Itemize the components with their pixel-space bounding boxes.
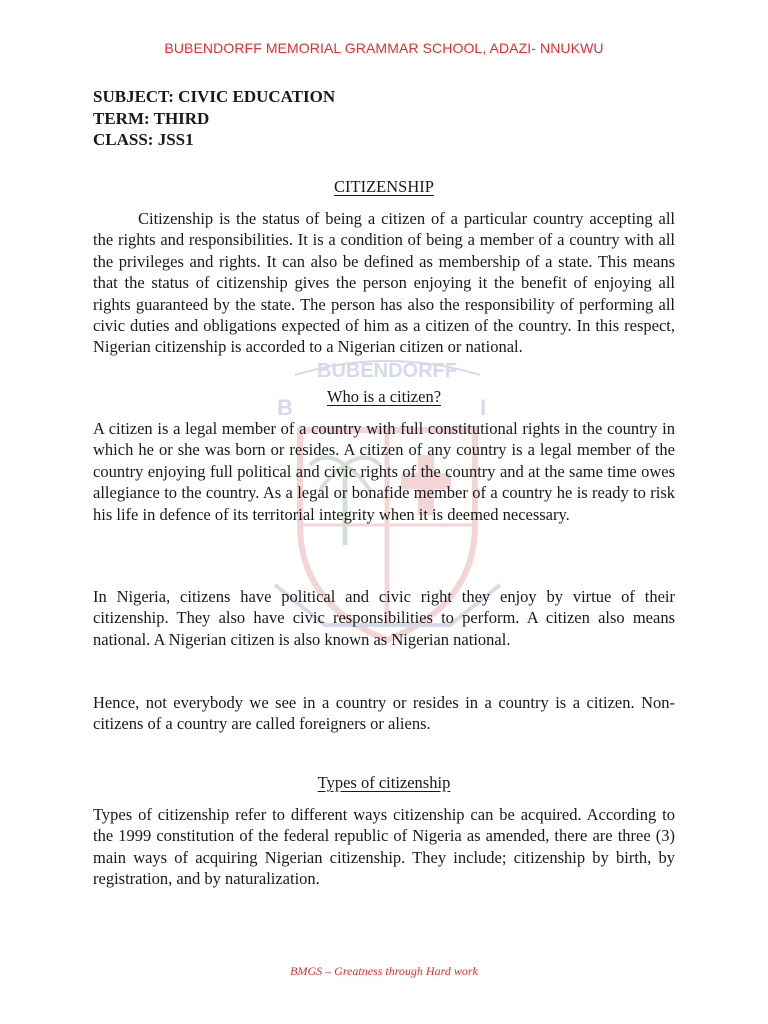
types-of-citizenship-heading: Types of citizenship — [317, 773, 451, 792]
school-motto-footer: BMGS – Greatness through Hard work — [290, 964, 478, 978]
class-line: CLASS: JSS1 — [93, 130, 194, 149]
types-of-citizenship-paragraph: Types of citizenship refer to different ways citizenship can be acquired. According to the 1999 constitution of the federal republic of Nigeria as amended, there are three (3) main ways of acquiring Nigerian citizenship. They include; citizenship by birth, by registration, and by naturalization. — [93, 805, 675, 889]
who-is-citizen-paragraph: A citizen is a legal member of a country with full constitutional rights in the country in which he or she was born or resides. A citizen of any country is a legal member of the country enjoying full political and civic rights of the country and at the same time owes allegiance to the country. As a legal or bonafide member of a country he is ready to risk his life in defence of its territorial integrity when it is deemed necessary. — [93, 419, 675, 524]
non-citizens-paragraph: Hence, not everybody we see in a country or resides in a country is a citizen. Non-citizens of a country are called foreigners or aliens. — [93, 693, 675, 734]
who-is-citizen-heading: Who is a citizen? — [326, 387, 442, 406]
subject-line: SUBJECT: CIVIC EDUCATION — [93, 87, 336, 106]
watermark-letter-right: I — [479, 395, 487, 420]
term-line: TERM: THIRD — [93, 108, 210, 128]
watermark-letter-left: B — [277, 395, 293, 420]
school-name-header: BUBENDORFF MEMORIAL GRAMMAR SCHOOL, ADAZI- NNUKWU — [164, 40, 604, 56]
citizenship-heading: CITIZENSHIP — [334, 177, 434, 196]
citizenship-paragraph: Citizenship is the status of being a citizen of a particular country accepting all the rights and responsibilities. It is a condition of being a member of a country with all the privileges and rights. It can also be defined as membership of a state. This means that the status of citizenship gives the person enjoying it the benefit of enjoying all rights guaranteed by the state. The person has also the responsibility of performing all civic duties and obligations expected of him as a citizen of the country. In this respect, Nigerian citizenship is accorded to a Nigerian citizen or national. — [93, 209, 675, 357]
nigeria-citizens-paragraph: In Nigeria, citizens have political and civic right they enjoy by virtue of their citizenship. They also have civic responsibilities to perform. A citizen also means national. A Nigerian citizen is also known as Nigerian national. — [93, 587, 675, 649]
document-meta — [93, 86, 335, 151]
watermark-text-top: BUBENDORFF — [317, 360, 457, 382]
